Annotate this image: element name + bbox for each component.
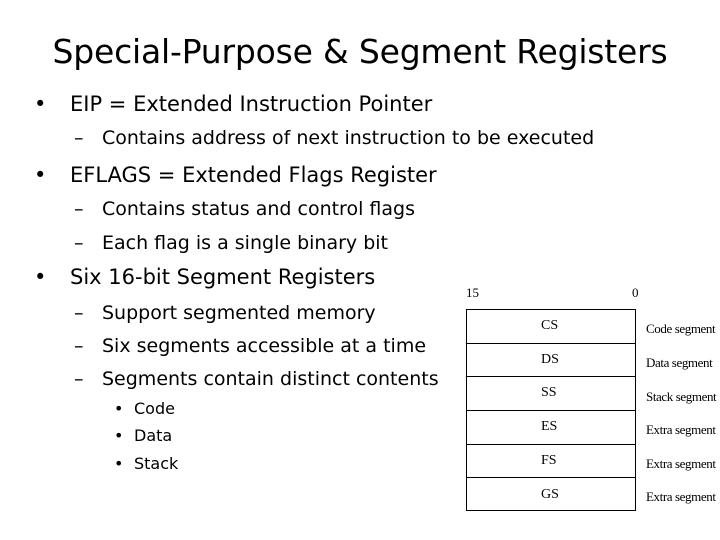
sub-bullet-text: Each flag is a single binary bit <box>102 232 388 254</box>
bullet-eip <box>34 90 432 118</box>
segment-label-ds: Data segment <box>646 355 713 370</box>
sub-sub-bullet-data <box>114 425 172 447</box>
sub-bullet-text: Contains status and control flags <box>102 198 415 220</box>
segment-label-ss: Stack segment <box>646 389 717 404</box>
segment-label-fs: Extra segment <box>646 456 716 471</box>
sub-sub-bullet-text: Data <box>134 426 173 445</box>
bullet-eflags <box>34 161 437 189</box>
register-row-ds <box>467 344 635 378</box>
sub-bullet-text: Support segmented memory <box>102 302 376 324</box>
register-row-fs <box>467 445 635 479</box>
dash-mark: – <box>74 127 84 149</box>
register-row-gs <box>467 479 635 513</box>
sub-sub-bullet-stack <box>114 453 178 475</box>
bullet-segment-registers <box>34 263 375 291</box>
sub-bullet-eflags-status <box>74 196 415 222</box>
dash-mark: – <box>74 198 84 220</box>
register-stack <box>466 309 636 511</box>
bullet-text: EIP = Extended Instruction Pointer <box>70 92 433 116</box>
sub-bullet-text: Contains address of next instruction to be executed <box>102 127 595 149</box>
dash-mark: – <box>74 302 84 324</box>
bullet-mark: • <box>114 454 124 473</box>
bullet-mark: • <box>34 92 47 116</box>
register-name: GS <box>541 486 559 502</box>
slide-title: Special-Purpose & Segment Registers <box>52 32 668 71</box>
sub-sub-bullet-code <box>114 398 175 420</box>
segment-label-gs: Extra segment <box>646 489 716 504</box>
register-name: CS <box>541 318 559 333</box>
sub-bullet-eflags-bit <box>74 230 388 256</box>
sub-bullet-text: Segments contain distinct contents <box>102 368 439 390</box>
register-name: SS <box>541 385 557 401</box>
bit-label-high: 15 <box>466 285 479 300</box>
bullet-text: Six 16-bit Segment Registers <box>70 265 376 289</box>
register-name: ES <box>541 419 558 435</box>
bullet-mark: • <box>34 265 47 289</box>
dash-mark: – <box>74 335 84 357</box>
bullet-text: EFLAGS = Extended Flags Register <box>70 163 437 187</box>
register-row-es <box>467 411 635 445</box>
sub-bullet-eip-address <box>74 125 594 151</box>
bit-label-low: 0 <box>632 285 639 300</box>
sub-sub-bullet-text: Code <box>134 399 175 418</box>
sub-bullet-distinct-contents <box>74 366 439 392</box>
dash-mark: – <box>74 368 84 390</box>
sub-bullet-segmented-memory <box>74 300 376 326</box>
segment-label-es: Extra segment <box>646 422 716 437</box>
segment-label-cs: Code segment <box>646 321 716 336</box>
register-name: DS <box>541 351 559 367</box>
register-name: FS <box>541 452 557 468</box>
sub-sub-bullet-text: Stack <box>134 454 179 473</box>
register-row-cs <box>467 310 635 344</box>
bullet-mark: • <box>114 399 124 418</box>
segment-register-diagram <box>460 285 720 515</box>
register-row-ss <box>467 377 635 411</box>
sub-bullet-text: Six segments accessible at a time <box>102 335 427 357</box>
sub-bullet-six-segments <box>74 333 426 359</box>
bullet-mark: • <box>34 163 47 187</box>
bullet-mark: • <box>114 426 124 445</box>
dash-mark: – <box>74 232 84 254</box>
